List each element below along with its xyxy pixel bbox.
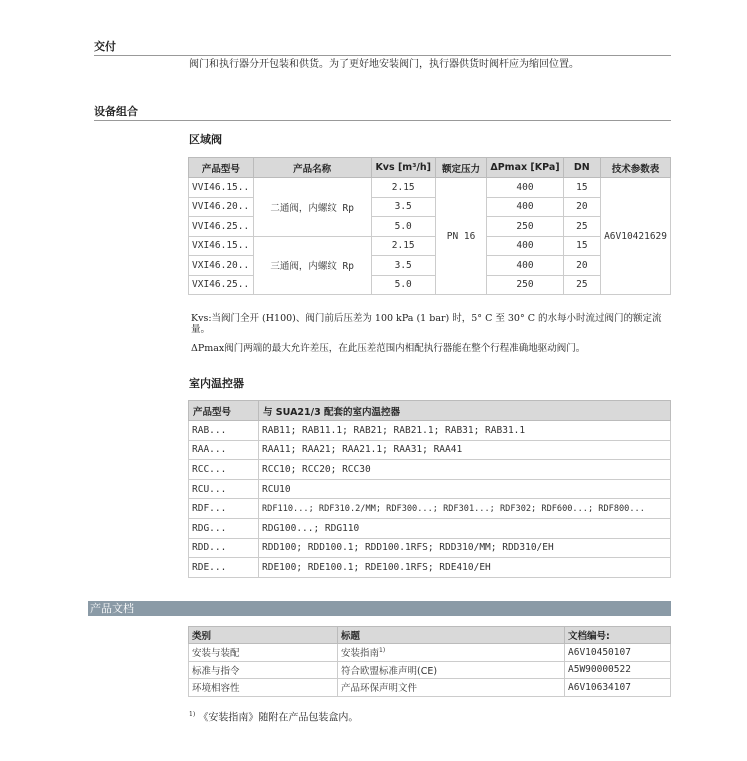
cell-category: 标准与指令 [189, 661, 338, 679]
cell-model: VXI46.25.. [189, 275, 254, 295]
cell-model: RDD... [189, 538, 259, 558]
thermostat-table [188, 400, 671, 578]
cell-list: RCU10 [259, 479, 671, 499]
footnote-text: 《安装指南》随附在产品包装盒内。 [198, 712, 359, 724]
thermostat-heading: 室内温控器 [189, 377, 244, 390]
cell-dn: 15 [563, 178, 600, 198]
cell-dp: 250 [487, 275, 563, 295]
cell-model: VVI46.15.. [189, 178, 254, 198]
kvs-note: Kvs:当阀门全开 (H100)、阀门前后压差为 100 kPa (1 bar) 时，5° C 至 30° C 的水每小时流过阀门的额定流量。 [191, 313, 662, 335]
footnote-mark: 1) [189, 711, 196, 718]
table-row [189, 661, 671, 679]
table-row [189, 178, 671, 198]
cell-kvs: 3.5 [371, 197, 435, 217]
cell-list: RDD100; RDD100.1; RDD100.1RFS; RDD310/MM; RDD310/EH [259, 538, 671, 558]
cell-dp: 400 [487, 178, 563, 198]
cell-model: RAA... [189, 440, 259, 460]
cell-kvs: 3.5 [371, 256, 435, 276]
cell-name: 二通阀，内螺纹 Rp [253, 178, 371, 237]
table-row [189, 518, 671, 538]
cell-datasheet: A6V10421629 [601, 178, 671, 295]
cell-title [338, 661, 565, 679]
cell-dp: 400 [487, 236, 563, 256]
cell-list: RAB11; RAB11.1; RAB21; RAB21.1; RAB31; RAB31.1 [259, 421, 671, 441]
cell-dn: 20 [563, 197, 600, 217]
cell-list: RDE100; RDE100.1; RDE100.1RFS; RDE410/EH [259, 558, 671, 578]
cell-model: RAB... [189, 421, 259, 441]
cell-kvs: 2.15 [371, 236, 435, 256]
cell-number: A6V10634107 [565, 679, 671, 697]
cell-kvs: 5.0 [371, 275, 435, 295]
cell-list: RCC10; RCC20; RCC30 [259, 460, 671, 480]
col-model: 产品型号 [189, 401, 259, 421]
table-row [189, 236, 671, 256]
cell-title [338, 679, 565, 697]
title-text: 产品环保声明文件 [341, 683, 418, 695]
cell-name: 三通阀，内螺纹 Rp [253, 236, 371, 295]
table-row [189, 538, 671, 558]
cell-number: A5W90000522 [565, 661, 671, 679]
title-text: 符合欧盟标准声明(CE) [341, 665, 438, 677]
cell-category: 环境相容性 [189, 679, 338, 697]
table-row [189, 558, 671, 578]
col-dp: ΔPmax [KPa] [487, 158, 563, 178]
zone-valve-heading: 区域阀 [189, 133, 222, 146]
cell-list: RDF110...; RDF310.2/MM; RDF300...; RDF301...; RDF302; RDF600...; RDF800... [259, 499, 671, 519]
col-dn: DN [563, 158, 600, 178]
cell-number: A6V10450107 [565, 644, 671, 662]
title-text: 安装指南 [341, 648, 380, 660]
table-row [189, 644, 671, 662]
cell-kvs: 5.0 [371, 217, 435, 237]
cell-category: 安装与装配 [189, 644, 338, 662]
cell-model: RCU... [189, 479, 259, 499]
cell-model: RDF... [189, 499, 259, 519]
cell-dp: 400 [487, 197, 563, 217]
cell-dn: 25 [563, 217, 600, 237]
cell-pressure: PN 16 [435, 178, 487, 295]
dpmax-note: ΔPmax阀门两端的最大允许差压，在此压差范围内相配执行器能在整个行程准确地驱动阀门。 [191, 343, 586, 354]
docs-heading-bar [88, 601, 671, 616]
cell-dn: 15 [563, 236, 600, 256]
col-number: 文档编号: [565, 627, 671, 644]
col-category: 类别 [189, 627, 338, 644]
col-pressure: 额定压力 [435, 158, 487, 178]
delivery-heading: 交付 [94, 38, 671, 56]
col-title: 标题 [338, 627, 565, 644]
footnote-ref: 1) [379, 647, 386, 655]
cell-dp: 400 [487, 256, 563, 276]
table-row [189, 421, 671, 441]
col-thermostats: 与 SUA21/3 配套的室内温控器 [259, 401, 671, 421]
zone-valve-table [188, 157, 671, 295]
cell-model: RDG... [189, 518, 259, 538]
docs-heading: 产品文档 [90, 602, 134, 615]
cell-model: VVI46.25.. [189, 217, 254, 237]
cell-model: VXI46.20.. [189, 256, 254, 276]
cell-title [338, 644, 565, 662]
cell-dp: 250 [487, 217, 563, 237]
cell-dn: 25 [563, 275, 600, 295]
table-row [189, 479, 671, 499]
footnote [189, 709, 669, 723]
table-row [189, 679, 671, 697]
cell-list: RAA11; RAA21; RAA21.1; RAA31; RAA41 [259, 440, 671, 460]
col-datasheet: 技术参数表 [601, 158, 671, 178]
equipment-heading: 设备组合 [94, 103, 671, 121]
cell-model: RCC... [189, 460, 259, 480]
table-row [189, 460, 671, 480]
table-row [189, 499, 671, 519]
docs-table [188, 626, 671, 697]
cell-list: RDG100...; RDG110 [259, 518, 671, 538]
col-name: 产品名称 [253, 158, 371, 178]
cell-model: RDE... [189, 558, 259, 578]
cell-model: VXI46.15.. [189, 236, 254, 256]
cell-model: VVI46.20.. [189, 197, 254, 217]
col-kvs: Kvs [m³/h] [371, 158, 435, 178]
delivery-text: 阀门和执行器分开包装和供货。为了更好地安装阀门，执行器供货时阀杆应为缩回位置。 [189, 59, 579, 70]
cell-kvs: 2.15 [371, 178, 435, 198]
table-row [189, 440, 671, 460]
cell-dn: 20 [563, 256, 600, 276]
col-model: 产品型号 [189, 158, 254, 178]
